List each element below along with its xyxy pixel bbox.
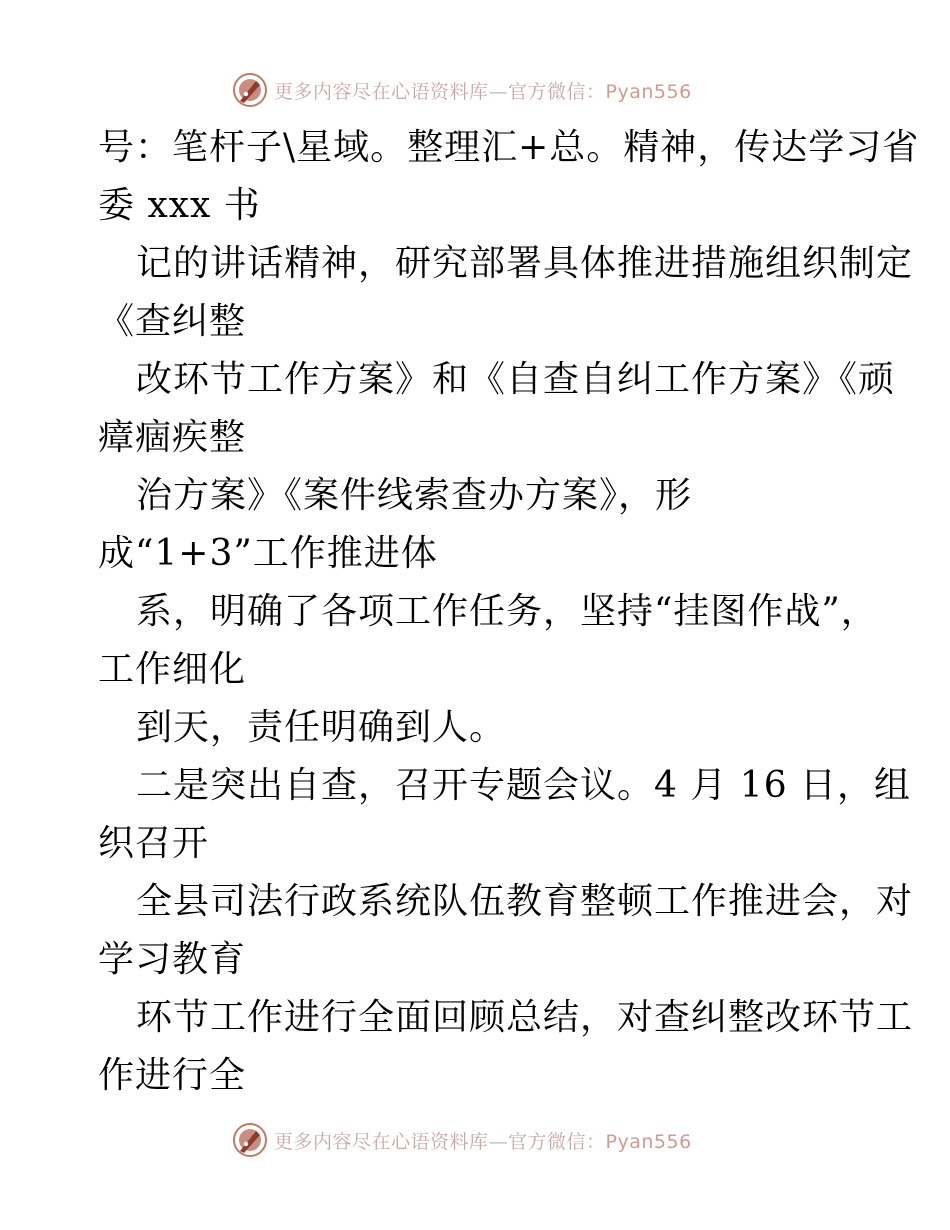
- pen-nib-logo-icon: [232, 72, 268, 108]
- body-line: 织召开: [98, 823, 210, 864]
- body-line: 成“1+3”工作推进体: [98, 533, 438, 574]
- body-line: 号：笔杆子\星域。整理汇+总。精神，传达学习省: [98, 127, 920, 168]
- watermark-separator: —: [488, 1130, 509, 1153]
- body-line: 记的讲话精神，研究部署具体推进措施组织制定: [136, 243, 914, 284]
- watermark-site-text: 更多内容尽在心语资料库: [274, 80, 489, 103]
- body-line: 学习教育: [98, 939, 247, 980]
- pen-nib-logo-icon: [232, 1122, 268, 1158]
- body-line: 系，明确了各项工作任务，坚持“挂图作战”，: [136, 591, 878, 632]
- body-line: 《查纠整: [98, 301, 247, 342]
- body-line: 工作细化: [98, 649, 247, 690]
- watermark-wechat-label: 官方微信：: [508, 1130, 606, 1153]
- header-watermark: [232, 70, 692, 110]
- body-line: 全县司法行政系统队伍教育整顿工作推进会，对: [136, 881, 914, 922]
- body-line: 瘴痼疾整: [98, 417, 247, 458]
- body-line: 二是突出自查，召开专题会议。4 月 16 日，组: [136, 765, 912, 806]
- watermark-wechat-id: Pyan556: [605, 80, 692, 103]
- body-line: 治方案》《案件线索查办方案》，形: [136, 475, 693, 516]
- watermark-wechat-label: 官方微信：: [508, 80, 606, 103]
- body-line: 环节工作进行全面回顾总结，对查纠整改环节工: [136, 997, 914, 1038]
- body-line: 作进行全: [98, 1055, 247, 1096]
- footer-watermark: [232, 1120, 692, 1160]
- watermark-separator: —: [488, 80, 509, 103]
- watermark-wechat-id: Pyan556: [605, 1130, 692, 1153]
- body-line: 到天，责任明确到人。: [136, 707, 507, 748]
- body-line: 改环节工作方案》和《自查自纠工作方案》《顽: [136, 359, 896, 400]
- watermark-site-text: 更多内容尽在心语资料库: [274, 1130, 489, 1153]
- body-line: 委 xxx 书: [98, 185, 261, 226]
